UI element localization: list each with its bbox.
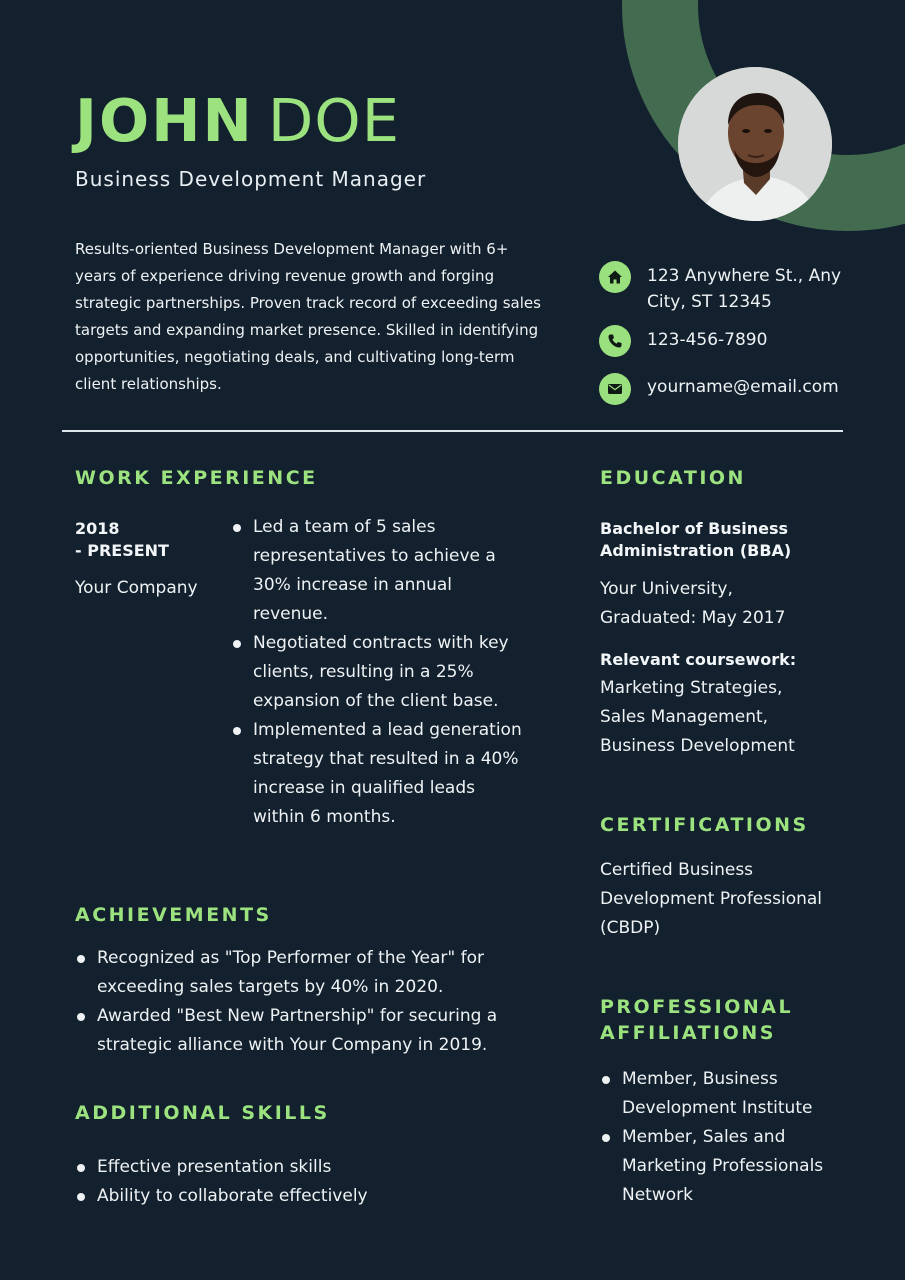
work-experience-heading: WORK EXPERIENCE [75, 467, 318, 489]
list-item: Led a team of 5 sales representatives to achieve a 30% increase in annual revenue. [231, 513, 531, 629]
achievements-list [75, 944, 525, 1060]
work-date-end: - PRESENT [75, 541, 169, 560]
school-name: Your University, [600, 579, 733, 599]
phone-number[interactable]: 123-456-7890 [647, 330, 768, 350]
list-item: Awarded "Best New Partnership" for securing a strategic alliance with Your Company in 2019. [75, 1002, 525, 1060]
certifications-heading: CERTIFICATIONS [600, 814, 809, 836]
first-name: JOHN [75, 86, 254, 155]
work-dates [75, 518, 169, 562]
list-item: Implemented a lead generation strategy that resulted in a 40% increase in qualified leads within 6 months. [231, 716, 531, 832]
affiliations-heading-line-1: PROFESSIONAL [600, 996, 794, 1018]
mail-icon [599, 373, 631, 405]
affiliations-heading-line-2: AFFILIATIONS [600, 1022, 776, 1044]
profile-photo [678, 67, 832, 221]
contact-list [599, 261, 869, 405]
skills-list [75, 1153, 525, 1211]
work-company: Your Company [75, 578, 198, 598]
candidate-name [75, 88, 400, 154]
list-item: Member, Sales and Marketing Professionals Network [600, 1123, 860, 1210]
education-heading: EDUCATION [600, 467, 746, 489]
address-line-1: 123 Anywhere St., Any [647, 266, 842, 286]
list-item: Negotiated contracts with key clients, resulting in a 25% expansion of the client base. [231, 629, 531, 716]
list-item: Effective presentation skills [75, 1153, 525, 1182]
affiliations-list [600, 1065, 860, 1210]
profile-summary: Results-oriented Business Development Manager with 6+ years of experience driving revenue growth and forging strategic partnerships. Proven track record of exceeding sales targets and expanding market presence. Skilled in identifying opportunities, negotiating deals, and cultivating long-term client relationships. [75, 240, 541, 393]
education-degree: Bachelor of Business Administration (BBA) [600, 519, 792, 560]
home-icon [599, 261, 631, 293]
list-item: Recognized as "Top Performer of the Year" for exceeding sales targets by 40% in 2020. [75, 944, 525, 1002]
additional-skills-heading: ADDITIONAL SKILLS [75, 1102, 330, 1124]
list-item: Ability to collaborate effectively [75, 1182, 525, 1211]
work-bullets [231, 513, 531, 832]
list-item: Member, Business Development Institute [600, 1065, 860, 1123]
contact-email [599, 373, 869, 405]
achievements-heading: ACHIEVEMENTS [75, 904, 272, 926]
coursework-item: Business Development [600, 736, 795, 756]
phone-icon [599, 325, 631, 357]
coursework-list [600, 674, 860, 761]
graduation-date: Graduated: May 2017 [600, 608, 786, 628]
contact-address [599, 261, 869, 325]
person-photo-icon [678, 67, 832, 221]
coursework-item: Sales Management, [600, 707, 769, 727]
affiliations-heading [600, 994, 793, 1046]
certification-item: Certified Business Development Professional (CBDP) [600, 860, 823, 938]
section-divider [62, 430, 843, 432]
last-name: DOE [267, 86, 401, 155]
email-address[interactable]: yourname@email.com [647, 377, 839, 397]
coursework-label: Relevant coursework: [600, 650, 797, 669]
work-date-start: 2018 [75, 519, 120, 538]
contact-phone [599, 325, 869, 373]
education-school [600, 575, 860, 633]
address-line-2: City, ST 12345 [647, 292, 772, 312]
coursework-item: Marketing Strategies, [600, 678, 783, 698]
job-title: Business Development Manager [75, 167, 427, 191]
